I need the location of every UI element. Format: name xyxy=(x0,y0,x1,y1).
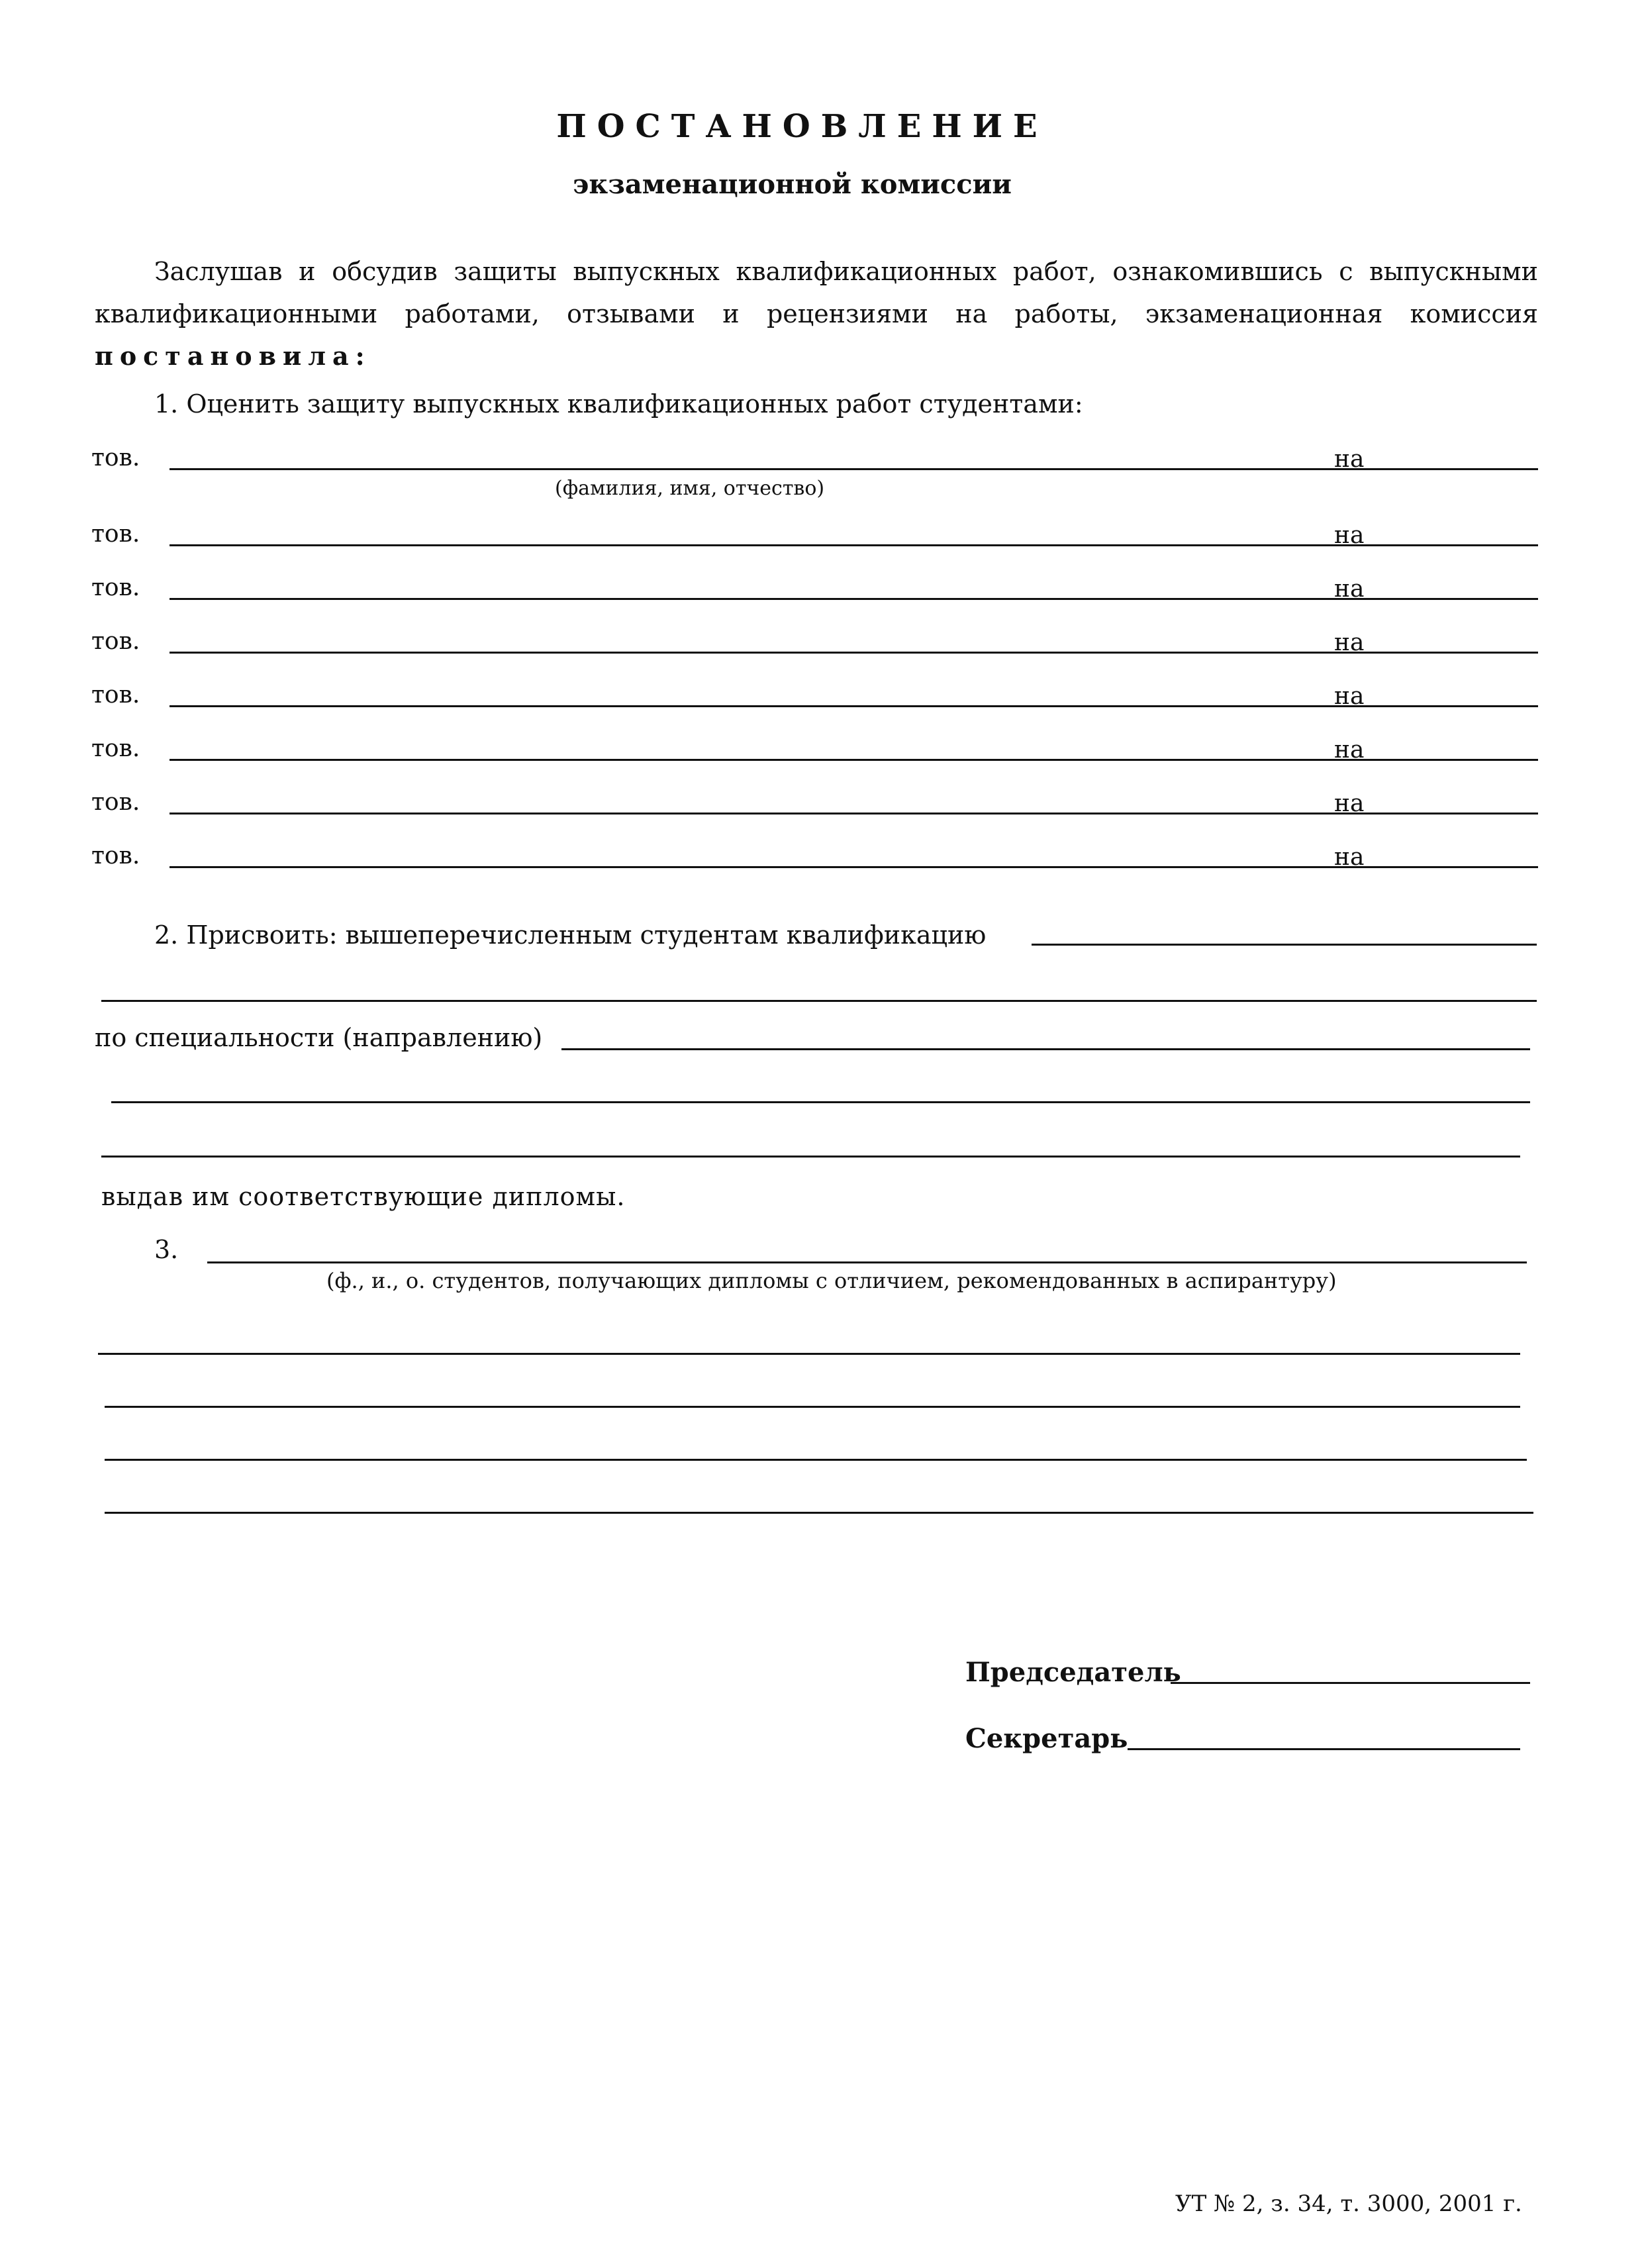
secretary-signature-field[interactable] xyxy=(1128,1748,1520,1750)
honors-students-field-continued[interactable] xyxy=(98,1353,1520,1355)
student-name-field[interactable] xyxy=(169,598,1398,600)
student-prefix: тов. xyxy=(91,444,140,471)
grade-field[interactable] xyxy=(1389,813,1538,814)
chairman-label: Председатель xyxy=(965,1657,1181,1688)
student-prefix: тов. xyxy=(91,628,140,655)
qualification-field[interactable] xyxy=(1032,944,1537,946)
chairman-signature-field[interactable] xyxy=(1171,1682,1530,1684)
intro-paragraph xyxy=(95,250,1538,377)
specialty-field[interactable] xyxy=(561,1048,1530,1050)
student-row xyxy=(91,513,1538,553)
item-3-number: 3. xyxy=(154,1235,179,1264)
honors-students-field[interactable] xyxy=(207,1261,1527,1263)
grade-prefix: на xyxy=(1334,683,1365,710)
student-row xyxy=(91,781,1538,821)
student-row xyxy=(91,437,1538,477)
diploma-text: выдав им соответствующие дипломы. xyxy=(101,1182,626,1211)
grade-field[interactable] xyxy=(1389,652,1538,654)
grade-field[interactable] xyxy=(1389,759,1538,761)
print-imprint: УТ № 2, з. 34, т. 3000, 2001 г. xyxy=(1175,2191,1522,2217)
grade-prefix: на xyxy=(1334,629,1365,656)
honors-students-field-continued[interactable] xyxy=(105,1512,1533,1514)
student-name-field[interactable] xyxy=(169,759,1398,761)
student-prefix: тов. xyxy=(91,520,140,548)
honors-students-field-continued[interactable] xyxy=(105,1406,1520,1408)
student-name-field[interactable] xyxy=(169,705,1398,707)
student-prefix: тов. xyxy=(91,842,140,869)
student-prefix: тов. xyxy=(91,681,140,709)
specialty-field-continued[interactable] xyxy=(111,1101,1530,1103)
grade-prefix: на xyxy=(1334,844,1365,871)
qualification-field-continued[interactable] xyxy=(101,1000,1537,1002)
secretary-label: Секретарь xyxy=(965,1723,1128,1754)
student-name-field[interactable] xyxy=(169,813,1398,814)
grade-prefix: на xyxy=(1334,446,1365,473)
student-row xyxy=(91,835,1538,875)
student-prefix: тов. xyxy=(91,574,140,601)
student-row xyxy=(91,728,1538,767)
grade-field[interactable] xyxy=(1389,866,1538,868)
grade-prefix: на xyxy=(1334,790,1365,817)
grade-field[interactable] xyxy=(1389,544,1538,546)
intro-text: Заслушав и обсудив защиты выпускных квалификационных работ, ознакомившись с выпускными квалификационными работами, отзывами и рецензиями на работы, экзаменационная комиссия xyxy=(95,257,1538,328)
document-subtitle: экзаменационной комиссии xyxy=(573,169,1012,200)
student-name-field[interactable] xyxy=(169,544,1398,546)
student-row xyxy=(91,567,1538,607)
student-row xyxy=(91,674,1538,714)
student-name-field[interactable] xyxy=(169,468,1398,470)
student-name-field[interactable] xyxy=(169,866,1398,868)
fio-hint: (фамилия, имя, отчество) xyxy=(555,477,825,500)
grade-field[interactable] xyxy=(1389,598,1538,600)
grade-prefix: на xyxy=(1334,522,1365,549)
honors-students-field-continued[interactable] xyxy=(105,1459,1527,1461)
document-title: ПОСТАНОВЛЕНИЕ xyxy=(556,108,1048,145)
item-1-heading: 1. Оценить защиту выпускных квалификационных работ студентами: xyxy=(154,389,1083,419)
student-row xyxy=(91,620,1538,660)
grade-prefix: на xyxy=(1334,736,1365,764)
student-prefix: тов. xyxy=(91,789,140,816)
student-name-field[interactable] xyxy=(169,652,1398,654)
item-2-text: 2. Присвоить: вышеперечисленным студентам квалификацию xyxy=(154,920,987,950)
specialty-label: по специальности (направлению) xyxy=(95,1023,543,1052)
grade-field[interactable] xyxy=(1389,705,1538,707)
honors-hint: (ф., и., о. студентов, получающих дипломы с отличием, рекомендованных в аспирантуру) xyxy=(326,1268,1337,1293)
grade-field[interactable] xyxy=(1389,468,1538,470)
student-prefix: тов. xyxy=(91,735,140,762)
specialty-field-continued[interactable] xyxy=(101,1156,1520,1158)
intro-emphasis: постановила: xyxy=(95,341,371,371)
grade-prefix: на xyxy=(1334,575,1365,603)
